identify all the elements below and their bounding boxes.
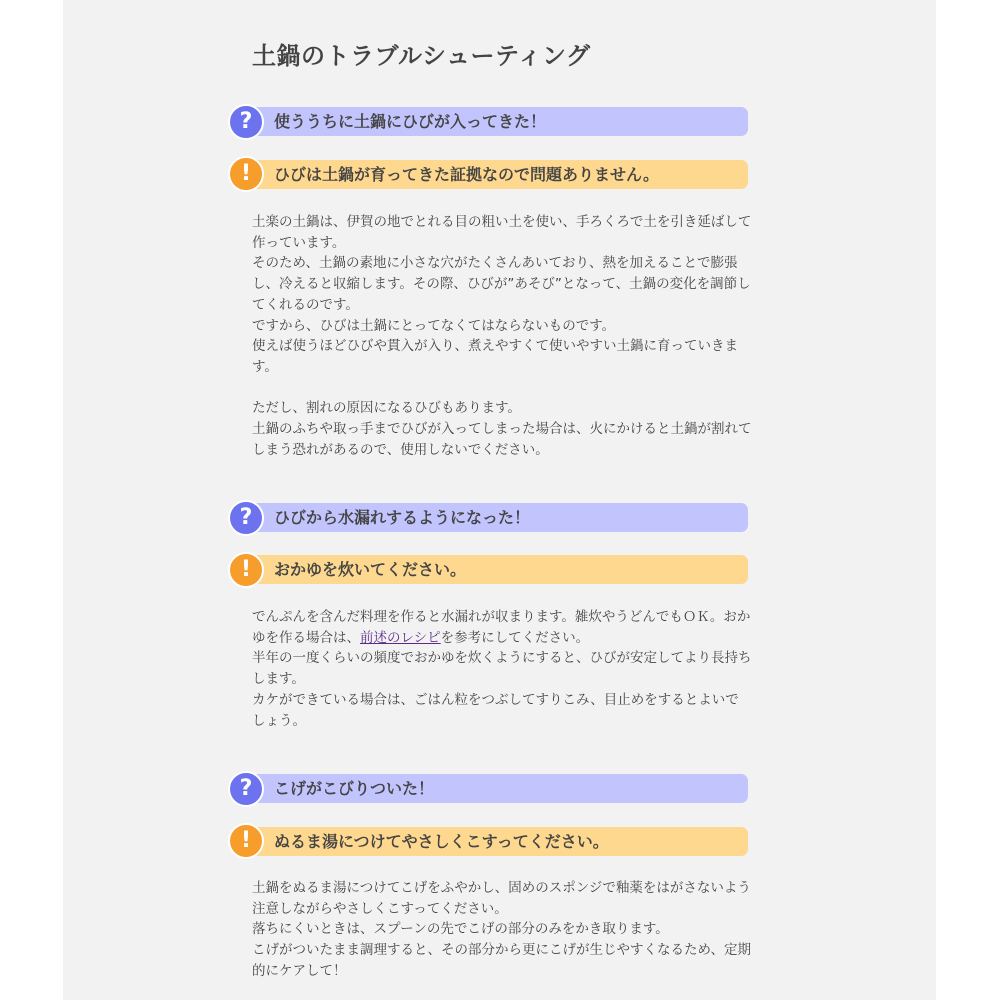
question-mark-icon: ? [228,771,264,807]
body-paragraph: こげがついたまま調理すると、その部分から更にこげが生じやすくなるため、定期的にケアして！ [252,942,751,979]
body-paragraph: ただし、割れの原因になるひびもあります。 [252,400,521,417]
body-paragraph: 土楽の土鍋は、伊賀の地でとれる目の粗い土を使い、手ろくろで土を引き延ばして作っています。 [252,214,752,251]
body-paragraph: 半年の一度くらいの頻度でおかゆを炊くようにすると、ひびが安定してより長持ちします。 [252,650,752,688]
exclamation-icon: ! [228,156,264,192]
body-paragraph: 土鍋のふちや取っ手までひびが入ってしまった場合は、火にかけると土鍋が割れてしまう恐れがあるので、使用しないでください。 [252,421,752,458]
body-text-span: を参考にしてください。 [440,629,590,646]
body-text-span: でんぷんを含んだ料理を作ると水漏れが収まります。雑炊やうどんでもＯＫ。おかゆを作る場合は、 [252,609,751,646]
question-text: こげがこびりついた！ [274,779,435,798]
body-paragraph: カケができている場合は、ごはん粒をつぶしてすりこみ、目止めをするとよいでしょう。 [252,691,739,729]
page-title: 土鍋のトラブルシューティング [252,42,591,70]
exclamation-icon: ! [228,823,264,859]
body-paragraph: そのため、土鍋の素地に小さな穴がたくさんあいており、熱を加えることで膨張し、冷えると収縮します。その際、ひびが”あそび”となって、土鍋の変化を調節してくれるのです。 [252,255,751,313]
body-paragraph: 使えば使うほどひびや貫入が入り、煮えやすくて使いやすい土鍋に育っていきます。 [252,338,738,375]
answer-bar [245,827,748,856]
question-bar [245,774,748,803]
question-text: ひびから水漏れするようになった！ [274,508,531,527]
question-bar [245,107,748,136]
question-bar [245,503,748,532]
answer-body [252,607,752,731]
recipe-link[interactable]: 前述のレシピ [360,629,441,646]
body-paragraph: ですから、ひびは土鍋にとってなくてはならないものです。 [252,317,616,334]
answer-bar [245,555,748,584]
question-text: 使ううちに土鍋にひびが入ってきた！ [274,112,547,131]
exclamation-icon: ! [228,552,264,588]
body-paragraph [252,607,752,648]
answer-text: おかゆを炊いてください。 [274,560,467,579]
question-mark-icon: ? [228,500,264,536]
question-mark-icon: ? [228,104,264,140]
answer-text: ぬるま湯につけてやさしくこすってください。 [274,832,609,851]
body-paragraph: 落ちにくいときは、スプーンの先でこげの部分のみをかき取ります。 [252,921,669,938]
answer-body [252,878,752,982]
answer-bar [245,160,748,189]
body-paragraph: 土鍋をぬるま湯につけてこげをふやかし、固めのスポンジで釉薬をはがさないよう注意しながらやさしくこすってください。 [252,880,751,917]
answer-text: ひびは土鍋が育ってきた証拠なので問題ありません。 [274,165,659,184]
answer-body [252,212,752,460]
